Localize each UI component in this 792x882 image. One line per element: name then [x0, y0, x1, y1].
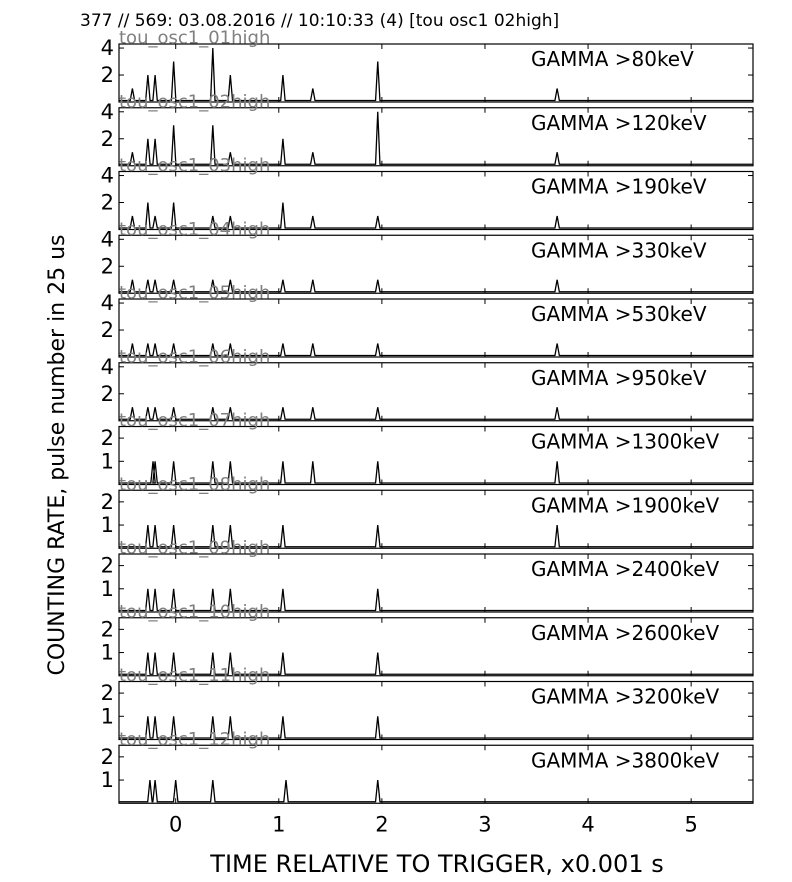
y-tick-label: 4: [100, 99, 114, 124]
channel-label: tou_osc1_06high: [119, 346, 271, 368]
y-tick-label: 2: [100, 553, 114, 578]
y-tick-label: 2: [100, 254, 114, 279]
x-axis: [169, 812, 698, 836]
y-tick-label: 1: [100, 513, 114, 538]
energy-threshold-label: GAMMA >190keV: [531, 174, 707, 199]
panel-12: [101, 745, 753, 803]
x-tick-label: 5: [684, 812, 698, 837]
x-tick-label: 0: [169, 812, 183, 837]
y-tick-label: 4: [100, 227, 114, 252]
channel-label: tou_osc1_01high: [119, 27, 271, 49]
series-line: [119, 780, 753, 802]
y-tick-label: 2: [100, 318, 114, 343]
energy-threshold-label: GAMMA >1900keV: [531, 493, 720, 518]
channel-label: tou_osc1_09high: [119, 537, 271, 559]
y-tick-label: 2: [100, 744, 114, 769]
energy-threshold-label: GAMMA >330keV: [531, 238, 707, 263]
y-axis-label: COUNTING RATE, pulse number in 25 us: [45, 234, 70, 676]
x-tick-label: 3: [478, 812, 492, 837]
energy-threshold-label: GAMMA >120keV: [531, 110, 707, 135]
channel-label: tou_osc1_07high: [119, 410, 271, 431]
x-tick-label: 4: [581, 812, 595, 837]
y-tick-label: 1: [100, 704, 114, 729]
energy-threshold-label: GAMMA >2600keV: [531, 620, 720, 645]
energy-threshold-label: GAMMA >3200keV: [531, 684, 720, 709]
channel-label: tou_osc1_04high: [119, 218, 271, 240]
y-tick-label: 1: [100, 576, 114, 601]
channel-label: tou_osc1_02high: [119, 91, 271, 113]
figure-title: 377 // 569: 03.08.2016 // 10:10:33 (4) [tou osc1 02high]: [80, 11, 560, 31]
channel-label: tou_osc1_05high: [119, 282, 271, 304]
y-tick-label: 1: [100, 449, 114, 474]
x-axis-label: TIME RELATIVE TO TRIGGER, x0.001 s: [210, 850, 664, 878]
y-tick-label: 4: [100, 36, 114, 61]
y-tick-label: 2: [100, 489, 114, 514]
channel-labels: [119, 28, 270, 750]
x-tick-label: 2: [375, 812, 389, 837]
y-tick-label: 2: [100, 63, 114, 88]
energy-threshold-label: GAMMA >1300keV: [531, 429, 720, 454]
energy-threshold-label: GAMMA >2400keV: [531, 557, 720, 581]
channel-label: tou_osc1_12high: [119, 728, 271, 750]
channel-label: tou_osc1_08high: [119, 473, 271, 495]
y-tick-label: 2: [100, 681, 114, 706]
y-tick-label: 4: [100, 291, 114, 316]
energy-threshold-label: GAMMA >530keV: [531, 302, 707, 326]
channel-label: tou_osc1_11high: [119, 665, 271, 686]
y-tick-label: 2: [100, 126, 114, 151]
y-tick-label: 2: [100, 381, 114, 406]
y-tick-label: 2: [100, 190, 114, 215]
energy-threshold-label: GAMMA >3800keV: [531, 748, 720, 773]
channel-label: tou_osc1_10high: [119, 601, 271, 623]
panels: [101, 28, 753, 804]
x-tick-label: 1: [272, 812, 286, 837]
channel-label: tou_osc1_03high: [119, 155, 271, 176]
y-tick-label: 2: [100, 426, 114, 451]
energy-threshold-label: GAMMA >80keV: [531, 47, 694, 71]
y-tick-label: 4: [100, 163, 114, 188]
y-tick-label: 4: [100, 354, 114, 379]
y-tick-label: 1: [100, 768, 114, 793]
y-tick-label: 2: [100, 617, 114, 642]
y-tick-label: 1: [100, 640, 114, 665]
energy-threshold-label: GAMMA >950keV: [531, 365, 707, 390]
